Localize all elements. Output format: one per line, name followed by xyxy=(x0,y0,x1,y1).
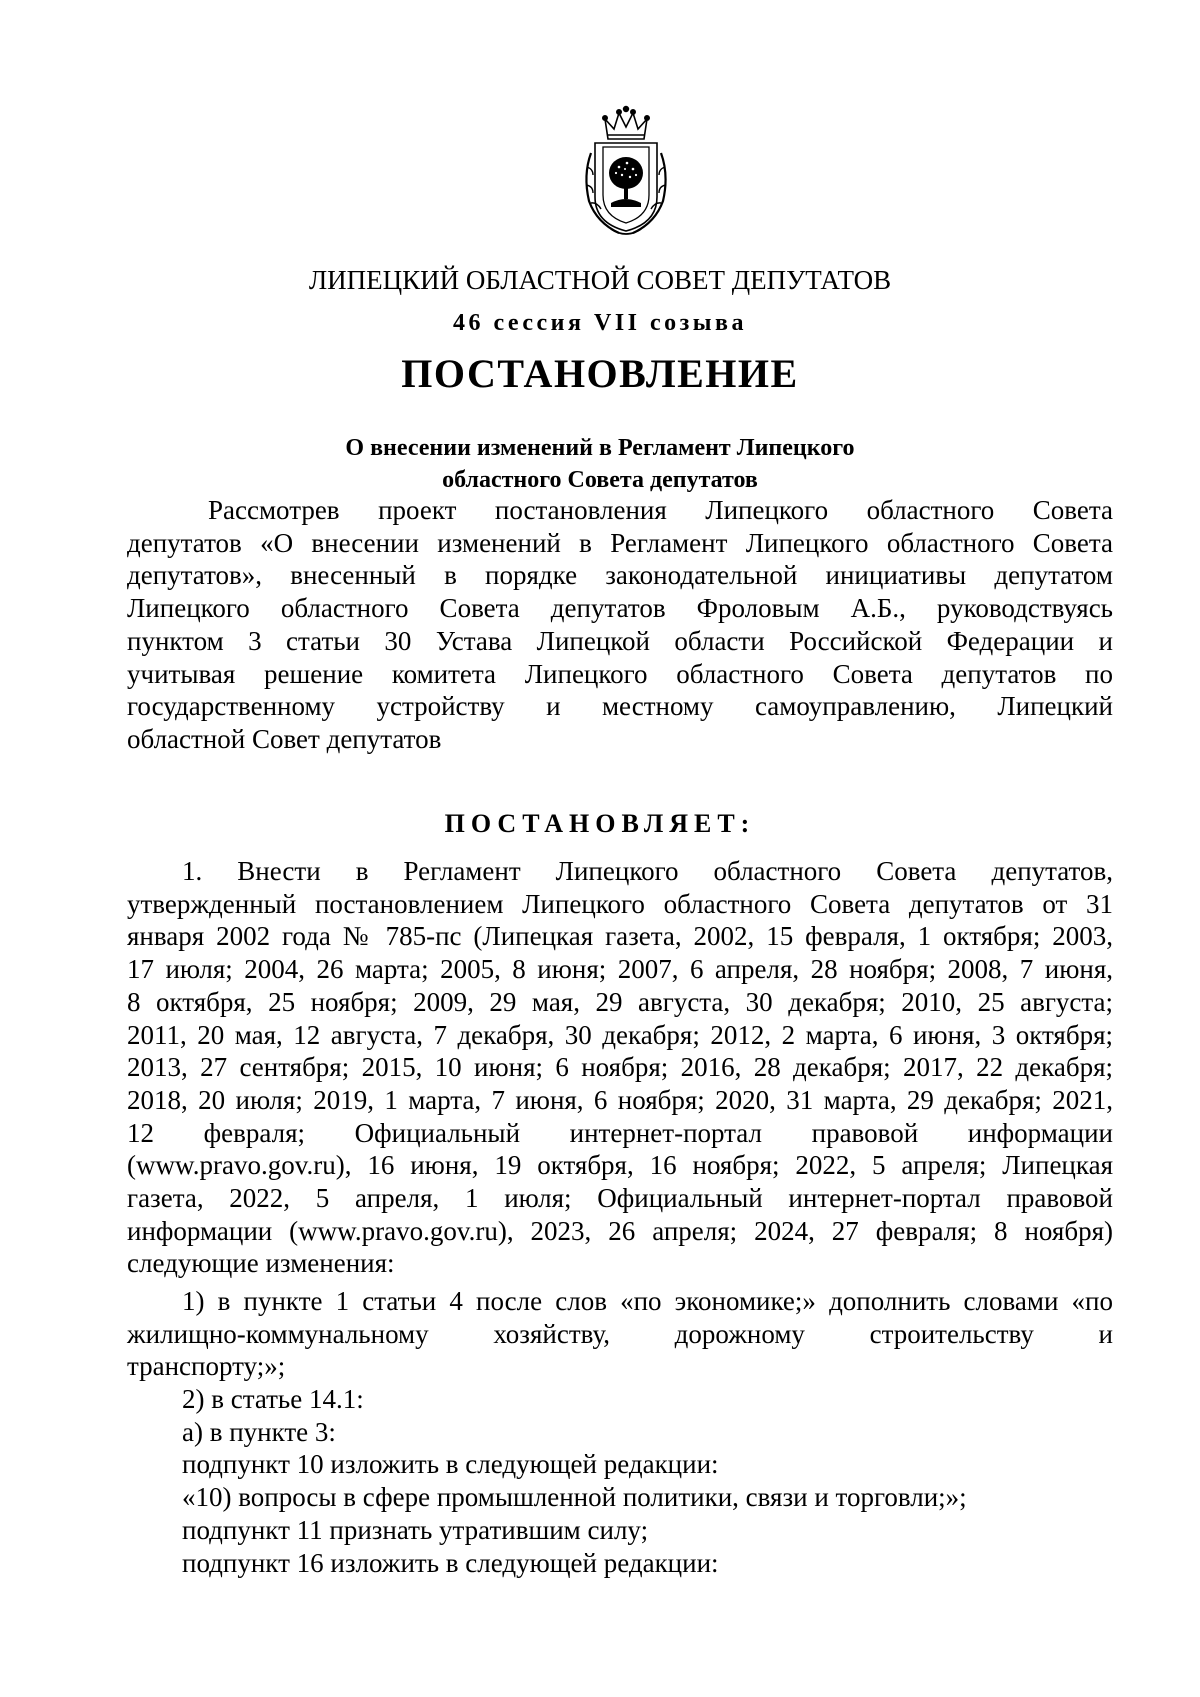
preamble-line: Рассмотрев проект постановления Липецкого областного Совета xyxy=(208,495,1113,525)
item-1-line: 2011, 20 мая, 12 августа, 7 декабря, 30 декабря; 2012, 2 марта, 6 июня, 3 октября; xyxy=(127,1019,1113,1050)
item-1-line: (www.pravo.gov.ru), 16 июня, 19 октября, 16 ноября; 2022, 5 апреля; Липецкая xyxy=(127,1150,1113,1181)
item-1-paragraph xyxy=(127,855,1113,1280)
item-1-line: 1. Внести в Регламент Липецкого областного Совета депутатов, xyxy=(182,856,1113,886)
subitem-1-line: жилищно-коммунальному хозяйству, дорожному строительству и xyxy=(127,1318,1113,1349)
item-1-line: 8 октября, 25 ноября; 2009, 29 мая, 29 августа, 30 декабря; 2010, 25 августа; xyxy=(127,986,1113,1017)
session-line: 46 сессия VII созыва xyxy=(452,310,747,336)
item-1-line: утвержденный постановлением Липецкого областного Совета депутатов от 31 xyxy=(127,888,1113,919)
resolves-heading: ПОСТАНОВЛЯЕТ: xyxy=(444,809,756,838)
preamble-line: пунктом 3 статьи 30 Устава Липецкой области Российской Федерации и xyxy=(127,625,1113,656)
preamble-paragraph xyxy=(127,494,1113,756)
preamble-line: областной Совет депутатов xyxy=(127,723,442,754)
subitem-2-block xyxy=(127,1383,1113,1579)
document-subject xyxy=(0,432,1200,496)
preamble-line: депутатов», внесенный в порядке законодательной инициативы депутатом xyxy=(127,560,1113,591)
item-1-line: следующие изменения: xyxy=(127,1248,395,1279)
document-type-heading: ПОСТАНОВЛЕНИЕ xyxy=(401,351,799,396)
item-1-line: информации (www.pravo.gov.ru), 2023, 26 апреля; 2024, 27 февраля; 8 ноября) xyxy=(127,1215,1113,1246)
body-line: 2) в статье 14.1: xyxy=(182,1384,364,1414)
body-line: «10) вопросы в сфере промышленной политики, связи и торговли;»; xyxy=(182,1482,967,1513)
subject-line: О внесении изменений в Регламент Липецкого xyxy=(345,435,855,461)
preamble-line: учитывая решение комитета Липецкого областного Совета депутатов по xyxy=(127,658,1113,689)
body-line: подпункт 10 изложить в следующей редакции: xyxy=(182,1449,719,1480)
preamble-line: депутатов «О внесении изменений в Регламент Липецкого областного Совета xyxy=(127,527,1113,558)
coat-of-arms-emblem xyxy=(575,105,677,239)
subitem-1-paragraph xyxy=(127,1285,1113,1383)
item-1-line: газета, 2022, 5 апреля, 1 июля; Официальный интернет-портал правовой xyxy=(127,1183,1113,1214)
preamble-line: государственному устройству и местному самоуправлению, Липецкий xyxy=(127,691,1113,722)
body-line: а) в пункте 3: xyxy=(182,1416,336,1447)
item-1-line: января 2002 года № 785-пс (Липецкая газета, 2002, 15 февраля, 1 октября; 2003, xyxy=(127,921,1113,952)
item-1-line: 17 июля; 2004, 26 марта; 2005, 8 июня; 2007, 6 апреля, 28 ноября; 2008, 7 июня, xyxy=(127,954,1113,985)
body-line: подпункт 16 изложить в следующей редакции: xyxy=(182,1547,719,1578)
preamble-line: Липецкого областного Совета депутатов Фроловым А.Б., руководствуясь xyxy=(127,593,1113,624)
body-line: подпункт 11 признать утратившим силу; xyxy=(182,1514,649,1545)
council-name: ЛИПЕЦКИЙ ОБЛАСТНОЙ СОВЕТ ДЕПУТАТОВ xyxy=(308,265,892,295)
item-1-line: 2018, 20 июля; 2019, 1 марта, 7 июня, 6 ноября; 2020, 31 марта, 29 декабря; 2021, xyxy=(127,1084,1113,1115)
item-1-line: 12 февраля; Официальный интернет-портал правовой информации xyxy=(127,1117,1113,1148)
subitem-1-line: 1) в пункте 1 статьи 4 после слов «по экономике;» дополнить словами «по xyxy=(182,1286,1113,1316)
subject-line: областного Совета депутатов xyxy=(442,467,758,493)
subitem-1-line: транспорту;»; xyxy=(127,1351,286,1382)
item-1-line: 2013, 27 сентября; 2015, 10 июня; 6 ноября; 2016, 28 декабря; 2017, 22 декабря; xyxy=(127,1052,1113,1083)
